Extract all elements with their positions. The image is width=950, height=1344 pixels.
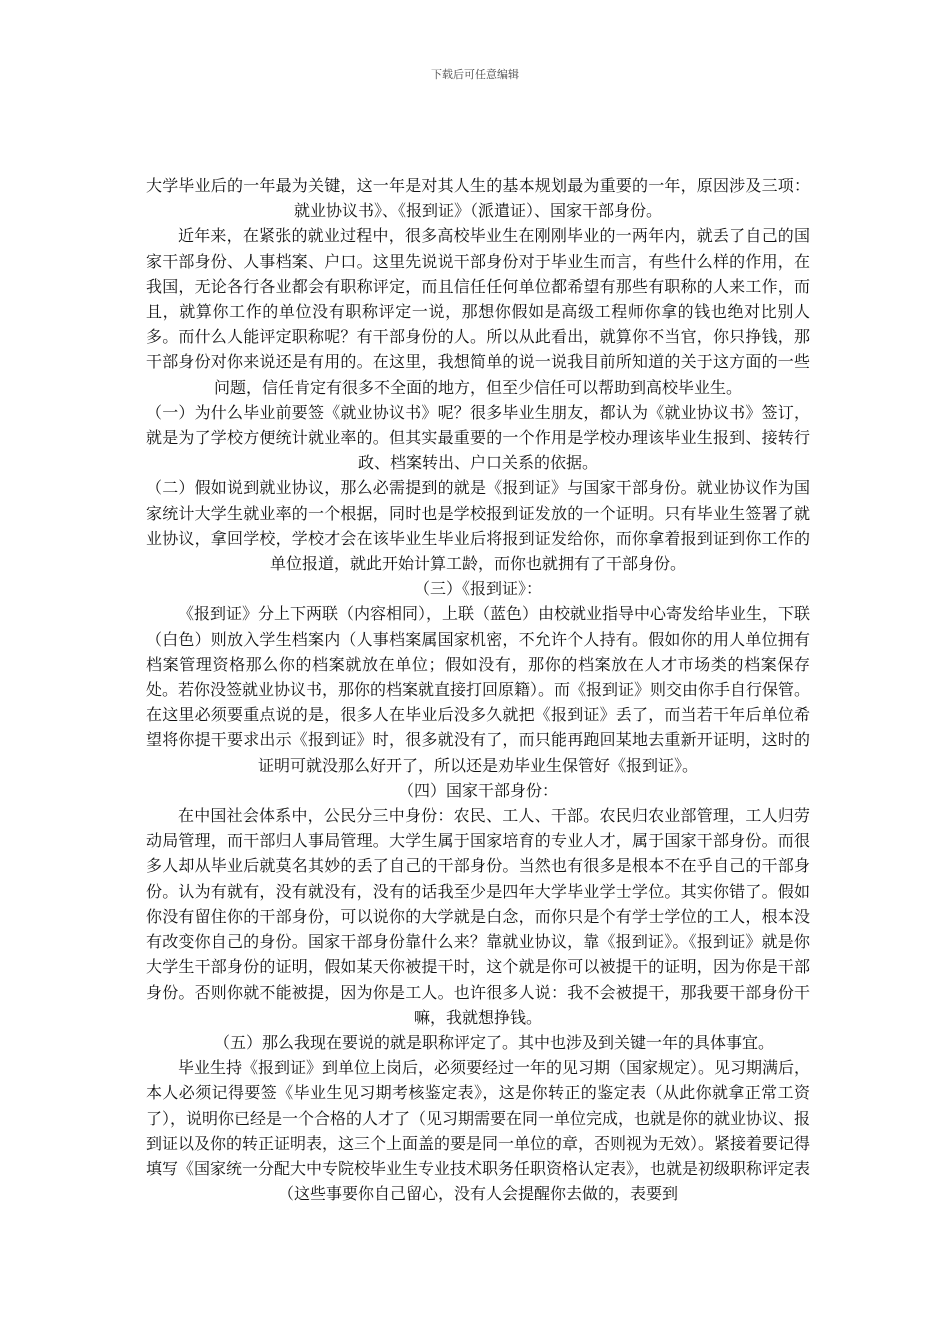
document-body bbox=[146, 173, 810, 1206]
paragraph-background: 近年来，在紧张的就业过程中，很多高校毕业生在刚刚毕业的一两年内，就丢了自己的国家干部身份、人事档案、户口。这里先说说干部身份对于毕业生而言，有些什么样的作用，在我国，无论各行各业都会有职称评定，而且信任任何单位都希望有那些有职称的人来工作，而且，就算你工作的单位没有职称评定一说，那想你假如是高级工程师你拿的钱也绝对比别人多。而什么人能评定职称呢？有干部身份的人。所以从此看出，就算你不当官，你只挣钱，那干部身份对你来说还是有用的。在这里，我想简单的说一说我目前所知道的关于这方面的一些问题，信任肯定有很多不全面的地方，但至少信任可以帮助到高校毕业生。 bbox=[146, 226, 810, 397]
paragraph-section-1: （一）为什么毕业前要签《就业协议书》呢？很多毕业生朋友，都认为《就业协议书》签订，就是为了学校方便统计就业率的。但其实最重要的一个作用是学校办理该毕业生报到、接转行政、档案转出、户口关系的依据。 bbox=[146, 402, 810, 473]
page-header: 下载后可任意编辑 bbox=[431, 68, 519, 81]
paragraph-probation: 毕业生持《报到证》到单位上岗后，必须要经过一年的见习期（国家规定）。见习期满后，本人必须记得要签《毕业生见习期考核鉴定表》，这是你转正的鉴定表（从此你就拿正常工资了），说明你已经是一个合格的人才了（见习期需要在同一单位完成，也就是你的就业协议、报到证以及你的转正证明表，这三个上面盖的要是同一单位的章，否则视为无效）。紧接着要记得填写《国家统一分配大中专院校毕业生专业技术职务任职资格认定表》，也就是初级职称评定表（这些事要你自己留心，没有人会提醒你去做的，表要到 bbox=[146, 1058, 811, 1204]
paragraph-cadre-status: 在中国社会体系中，公民分三中身份：农民、工人、干部。农民归农业部管理，工人归劳动局管理，而干部归人事局管理。大学生属于国家培育的专业人才，属于国家干部身份。而很多人却从毕业后就莫名其妙的丢了自己的干部身份。当然也有很多是根本不在乎自己的干部身份。认为有就有，没有就没有，没有的话我至少是四年大学毕业学士学位。其实你错了。假如你没有留住你的干部身份，可以说你的大学就是白念，而你只是个有学士学位的工人，根本没有改变你自己的身份。国家干部身份靠什么来？靠就业协议，靠《报到证》。《报到证》就是你大学生干部身份的证明，假如某天你被提干时，这个就是你可以被提干的证明，因为你是干部身份。否则你就不能被提，因为你是工人。也许很多人说：我不会被提干，那我要干部身份干嘛，我就想挣钱。 bbox=[146, 806, 810, 1027]
paragraph-section-2: （二）假如说到就业协议，那么必需提到的就是《报到证》与国家干部身份。就业协议作为国家统计大学生就业率的一个根据，同时也是学校报到证发放的一个证明。只有毕业生签署了就业协议，拿回学校，学校才会在该毕业生毕业后将报到证发给你，而你拿着报到证到你工作的单位报道，就此开始计算工龄，而你也就拥有了干部身份。 bbox=[146, 478, 810, 574]
section-heading-4: （四）国家干部身份： bbox=[397, 780, 558, 800]
section-heading-3: （三）《报到证》： bbox=[413, 579, 542, 599]
paragraph-section-5: （五）那么我现在要说的就是职称评定了。其中也涉及到关键一年的具体事宜。 bbox=[213, 1032, 774, 1052]
intro-paragraph: 大学毕业后的一年最为关键，这一年是对其人生的基本规划最为重要的一年，原因涉及三项：就业协议书》、《报到证》（派遣证）、国家干部身份。 bbox=[146, 176, 810, 221]
paragraph-report-certificate: 《报到证》分上下两联（内容相同），上联（蓝色）由校就业指导中心寄发给毕业生，下联（白色）则放入学生档案内（人事档案属国家机密，不允许个人持有。假如你的用人单位拥有档案管理资格那么你的档案就放在单位；假如没有，那你的档案放在人才市场类的档案保存处。若你没签就业协议书，那你的档案就直接打回原籍）。而《报到证》则交由你手自行保管。在这里必须要重点说的是，很多人在毕业后没多久就把《报到证》丢了，而当若干年后单位希望将你提干要求出示《报到证》时，很多就没有了，而只能再跑回某地去重新开证明，这时的证明可就没那么好开了，所以还是劝毕业生保管好《报到证》。 bbox=[146, 604, 811, 775]
